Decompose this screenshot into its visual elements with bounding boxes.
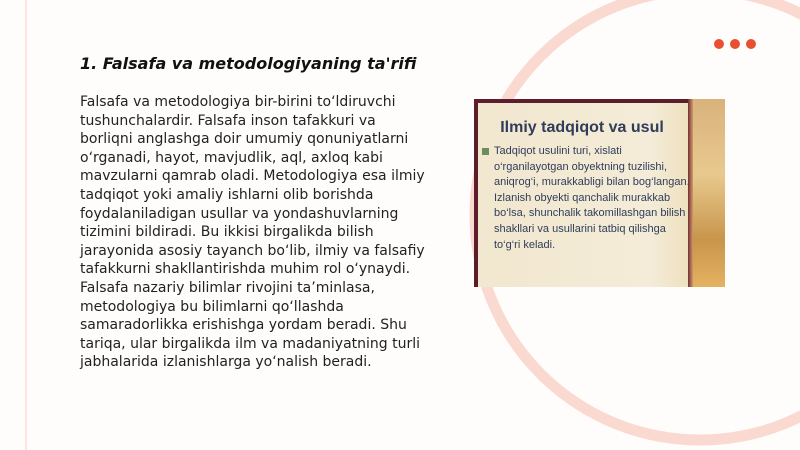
slide-body-text: Falsafa va metodologiya bir-birini to‘ldiruvchi tushunchalardir. Falsafa inson tafakkuri va borliqni anglashga doir umumiy qonuniyatlarni o‘rganadi, hayot, mavjudlik, aql, axloq kabi mavzularni qamrab oladi. Metodologiya esa ilmiy tadqiqot yoki amaliy ishlarni olib borishda foydalaniladigan usullar va yondashuvlarning tizimini bildiradi. Bu ikkisi birgalikda bilish jarayonida asosiy tayanch bo‘lib, ilmiy va falsafiy tafakkurni shakllantirishda muhim rol o‘ynaydi. Falsafa nazariy bilimlar rivojini ta’minlasa, metodologiya bu bilimlarni qo‘llashda samaradorlikka erishishga yordam beradi. Shu tariqa, ular birgalikda ilm va madaniyatning turli jabhalarida izlanishlarga yo‘nalish beradi. [80,94,425,371]
image-heading: Ilmiy tadqiqot va usul [500,119,664,136]
image-paragraph: Tadqiqot usulini turi, xislati o‘rganilayotgan obyektning tuzilishi, aniqrog‘i, murakkabligi bilan bog‘langan. Izlanish obyekti qanchalik murakkab bo‘lsa, shunchalik takomillashgan bilish shakllari va usullarini tatbiq qilishga to‘g‘ri keladi. [494,145,690,251]
image-frame-left [474,99,478,287]
image-frame-top [474,99,692,103]
dot [714,39,724,49]
slide-title: 1. Falsafa va metodologiyaning ta'rifi [80,54,417,73]
dot [746,39,756,49]
three-dots-icon[interactable] [714,39,756,49]
bullet-icon [482,148,489,155]
embedded-slide-image [474,99,725,287]
dot [730,39,740,49]
decorative-image-edge [693,99,725,287]
